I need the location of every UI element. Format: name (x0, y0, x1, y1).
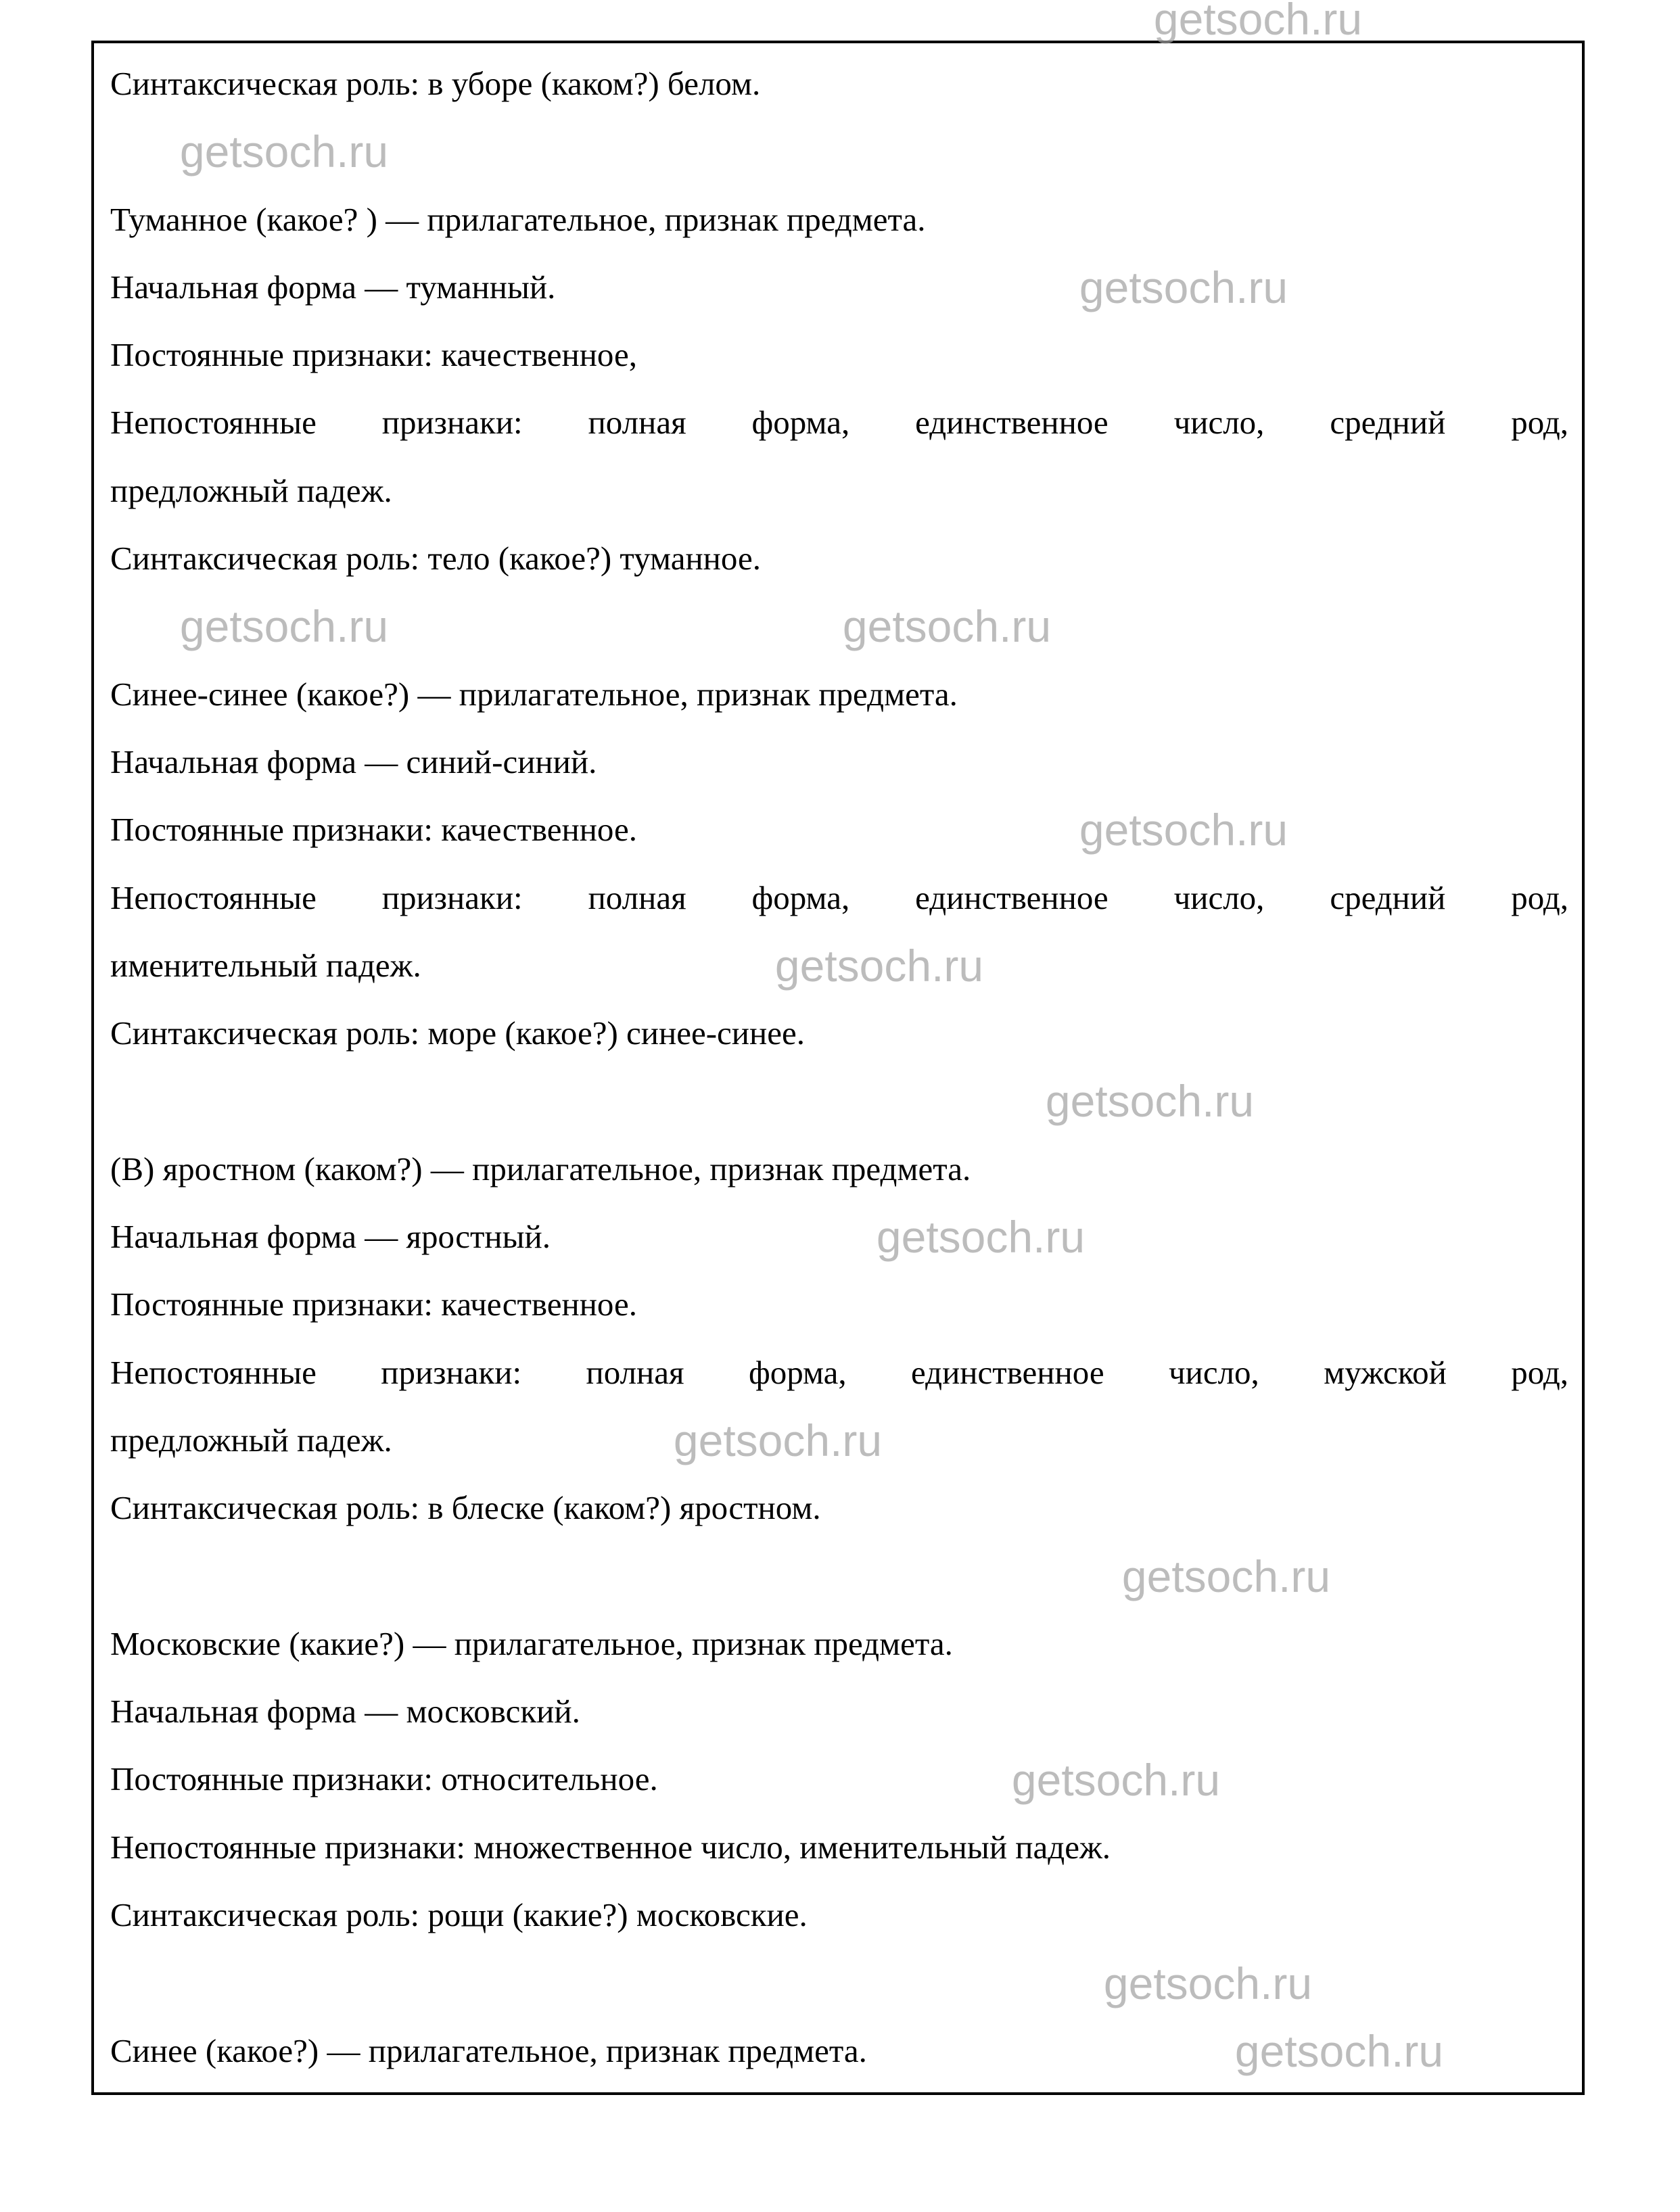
watermark: getsoch.ru (179, 601, 389, 651)
text-line: Непостоянные признаки: множественное число, именительный падеж. (110, 1828, 1111, 1866)
text-line: Постоянные признаки: относительное. (110, 1760, 658, 1798)
text-line: (В) яростном (каком?) — прилагательное, признак предмета. (110, 1150, 971, 1187)
text-line: Постоянные признаки: качественное. (110, 811, 638, 849)
watermark: getsoch.ru (179, 126, 389, 177)
text-line: именительный падеж. (110, 946, 421, 984)
answer-text (110, 50, 1568, 2085)
watermark: getsoch.ru (1121, 1551, 1331, 1601)
text-line: предложный падеж. (110, 1421, 392, 1459)
watermark: getsoch.ru (842, 601, 1052, 651)
answer-box (91, 41, 1585, 2095)
watermark: getsoch.ru (774, 941, 984, 991)
blank-line (110, 592, 1568, 660)
text-line: Синтаксическая роль: рощи (какие?) московские. (110, 1896, 808, 1934)
watermark: getsoch.ru (876, 1212, 1086, 1262)
watermark: getsoch.ru (1234, 2026, 1444, 2076)
text-line: Постоянные признаки: качественное. (110, 1286, 638, 1323)
text-line: Начальная форма — синий-синий. (110, 743, 597, 780)
text-line: Постоянные признаки: качественное, (110, 336, 638, 374)
text-line: Туманное (какое? ) — прилагательное, признак предмета. (110, 200, 926, 238)
watermark: getsoch.ru (1103, 1958, 1313, 2008)
text-line: Непостоянные признаки: полная форма, единственное число, мужской род, (110, 1353, 1568, 1391)
text-line: Начальная форма — туманный. (110, 268, 556, 306)
blank-line (110, 118, 1568, 185)
text-line: Синее (какое?) — прилагательное, признак предмета. (110, 2031, 867, 2069)
text-line: Синтаксическая роль: тело (какое?) туманное. (110, 540, 761, 578)
text-line: Синее-синее (какое?) — прилагательное, признак предмета. (110, 675, 958, 713)
text-line: Московские (какие?) — прилагательное, признак предмета. (110, 1624, 953, 1662)
blank-line (110, 1949, 1568, 2017)
watermark: getsoch.ru (1045, 1076, 1255, 1126)
text-line: Непостоянные признаки: полная форма, единственное число, средний род, (110, 878, 1568, 916)
text-line: Начальная форма — яростный. (110, 1218, 551, 1256)
blank-line (110, 1543, 1568, 1610)
watermark: getsoch.ru (1011, 1755, 1221, 1805)
watermark: getsoch.ru (1153, 0, 1363, 44)
text-line: Непостоянные признаки: полная форма, единственное число, средний род, (110, 404, 1568, 442)
text-line: предложный падеж. (110, 471, 392, 509)
text-line: Начальная форма — московский. (110, 1693, 580, 1731)
watermark: getsoch.ru (1079, 805, 1288, 855)
text-line: Синтаксическая роль: в блеске (каком?) яростном. (110, 1489, 821, 1527)
blank-line (110, 1067, 1568, 1135)
watermark: getsoch.ru (1079, 262, 1288, 312)
watermark: getsoch.ru (673, 1415, 883, 1465)
text-line: Синтаксическая роль: в уборе (каком?) белом. (110, 65, 761, 102)
text-line: Синтаксическая роль: море (какое?) синее-синее. (110, 1014, 805, 1052)
